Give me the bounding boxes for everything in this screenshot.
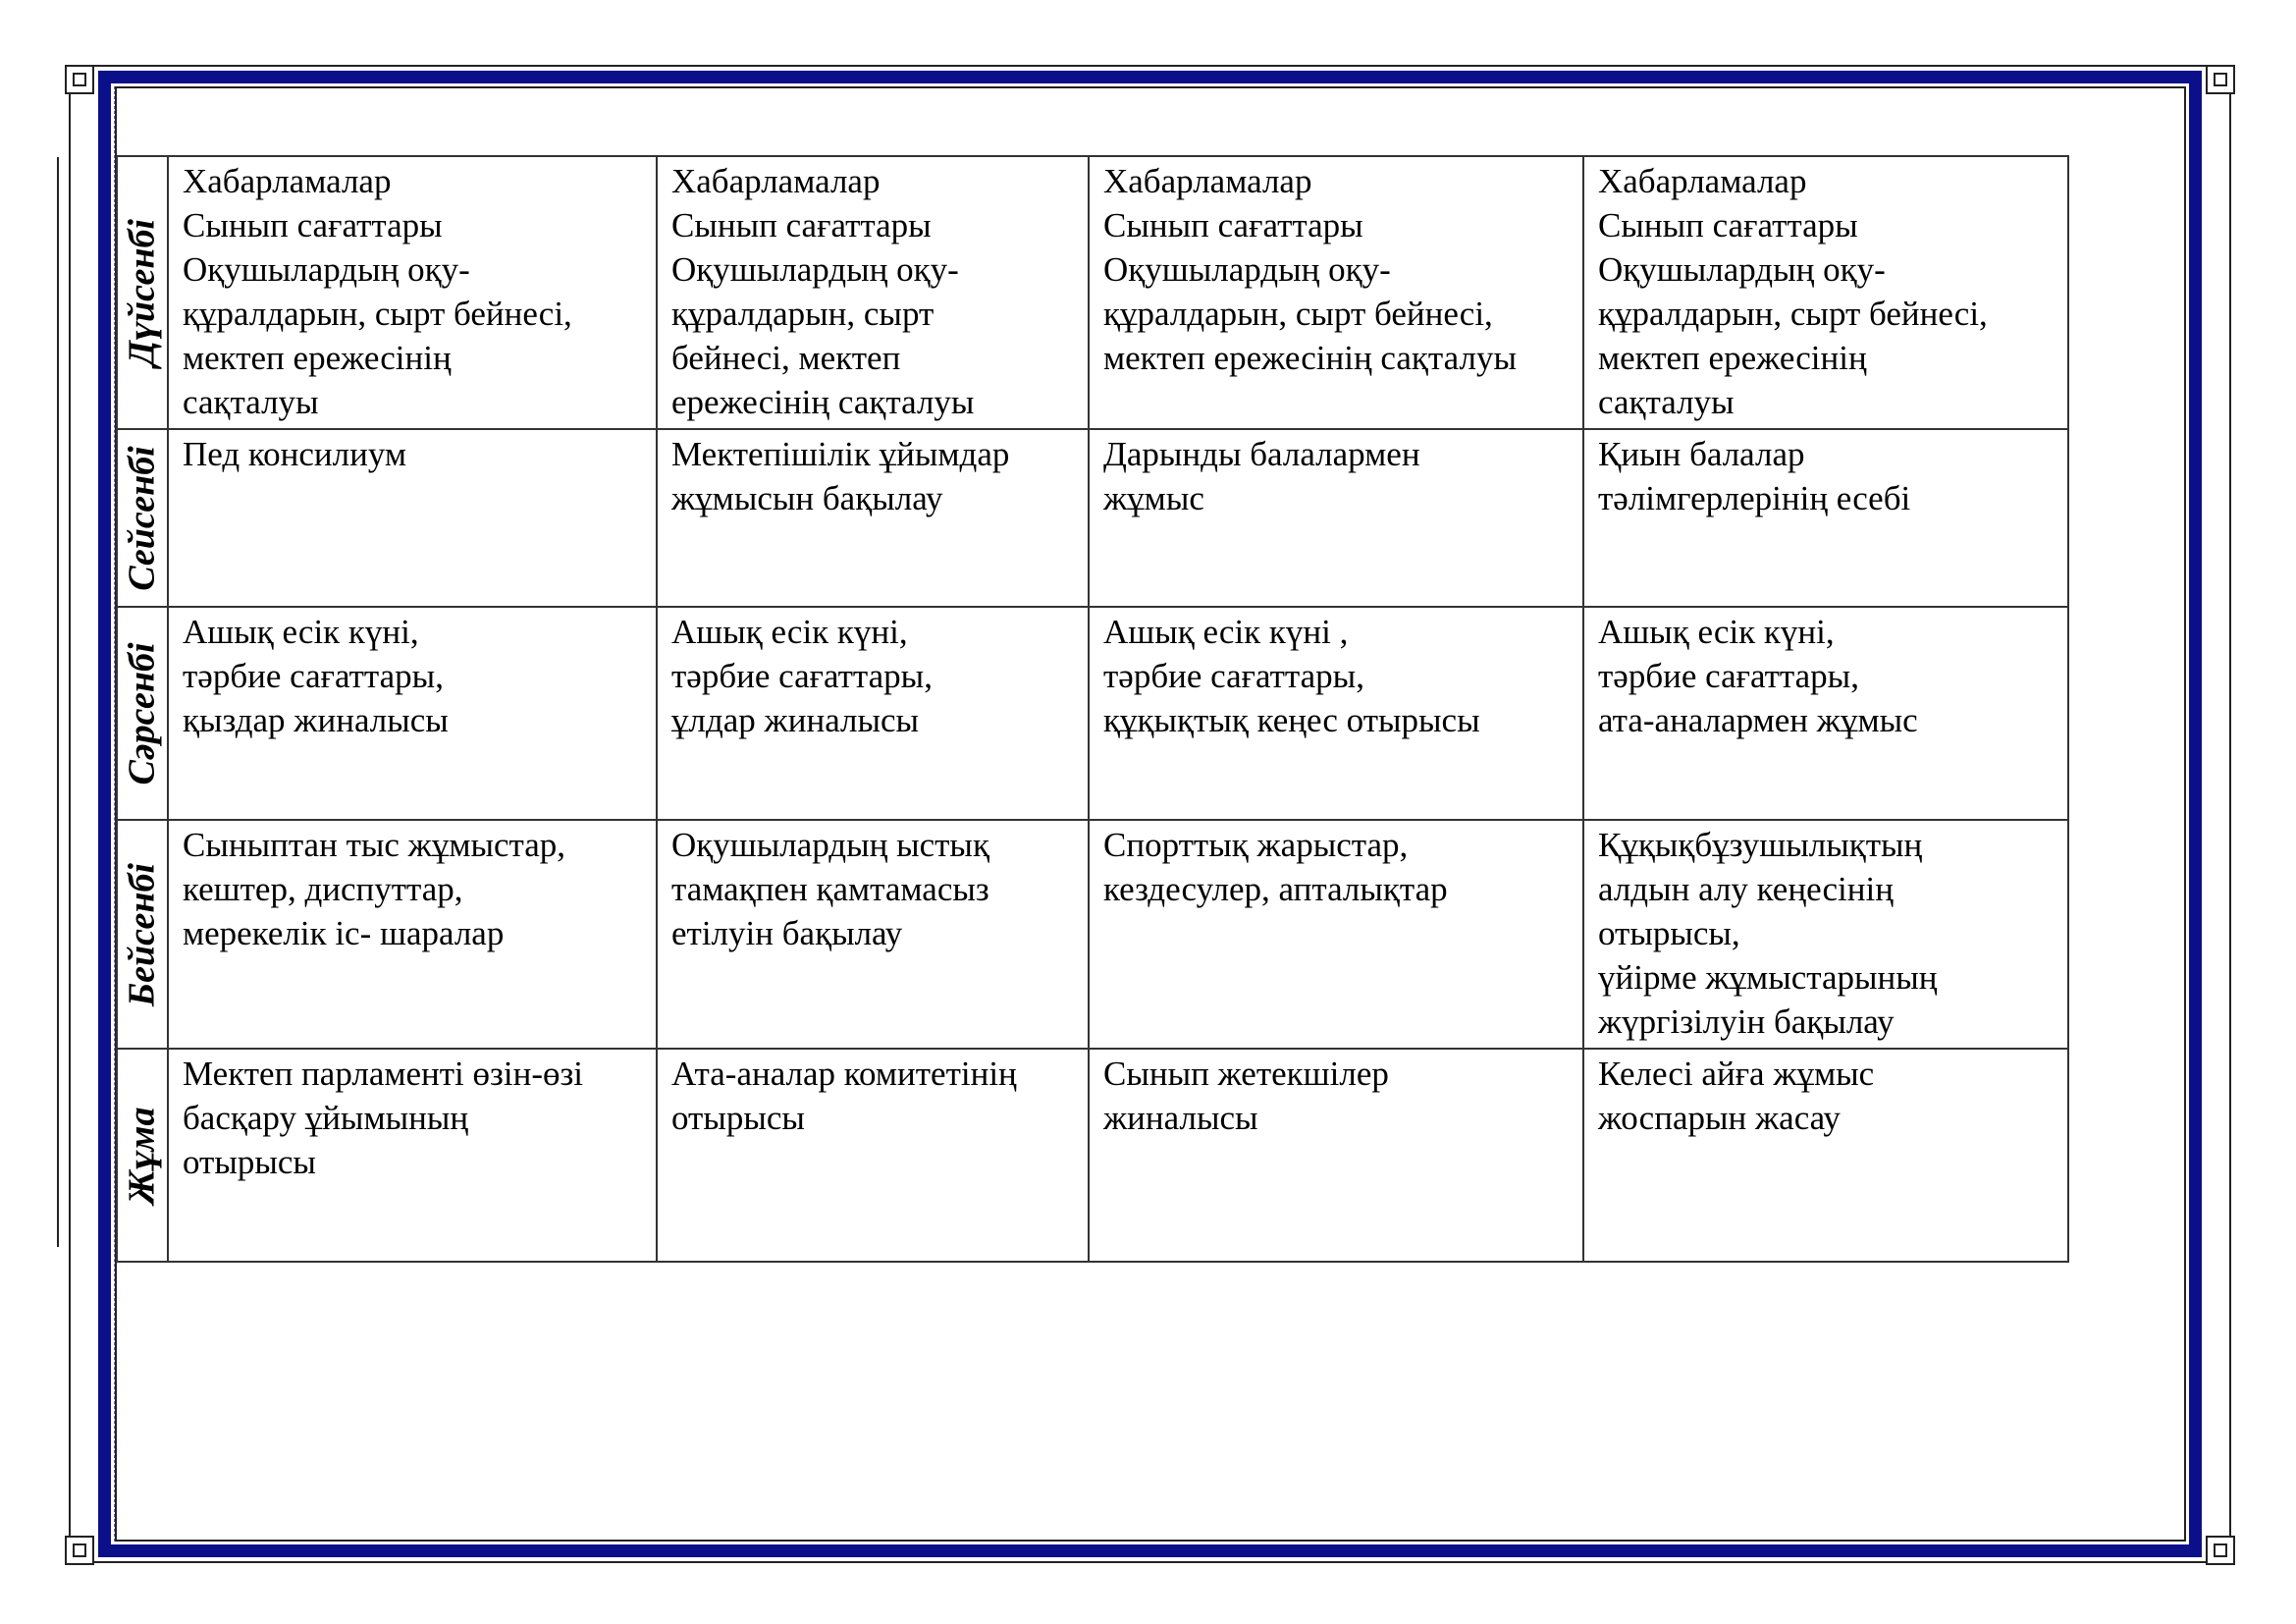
corner-ornament-bottom-right — [2206, 1536, 2235, 1565]
activity-line: сақталуы — [1598, 383, 1735, 421]
activity-cell — [168, 820, 657, 1049]
corner-ornament-top-right — [2206, 65, 2235, 94]
activity-line: мектеп ережесінің — [183, 339, 452, 377]
activity-line: құралдарын, сырт бейнесі, — [1598, 295, 1988, 333]
activity-line: кештер, диспуттар, — [183, 870, 463, 908]
day-label-cell — [117, 1049, 168, 1262]
activity-line: отырысы, — [1598, 914, 1740, 952]
activity-line: мектеп ережесінің — [1598, 339, 1867, 377]
margin-line — [57, 157, 59, 1247]
activity-line: құралдарын, сырт бейнесі, — [1103, 295, 1493, 333]
activity-cell — [168, 1049, 657, 1262]
activity-line: алдын алу кеңесінің — [1598, 870, 1894, 908]
day-label: Сейсенбі — [121, 445, 163, 591]
activity-line: Оқушылардың ыстық — [671, 826, 989, 864]
activity-line: Дарынды балалармен — [1103, 435, 1420, 473]
activity-line: ұлдар жиналысы — [671, 701, 920, 739]
activity-cell — [1583, 429, 2068, 607]
activity-cell — [1583, 607, 2068, 820]
activity-line: жұмыс — [1103, 479, 1204, 517]
activity-line: отырысы — [183, 1143, 316, 1181]
activity-line: Хабарламалар — [1598, 162, 1807, 200]
activity-line: Мектепішілік ұйымдар — [671, 435, 1010, 473]
activity-line: бейнесі, мектеп — [671, 339, 901, 377]
activity-cell — [1089, 156, 1583, 429]
activity-line: тәрбие сағаттары, — [671, 657, 933, 695]
activity-line: Ашық есік күні, — [183, 613, 419, 651]
activity-line: тәрбие сағаттары, — [1103, 657, 1364, 695]
day-label-cell — [117, 607, 168, 820]
day-label: Дүйсенбі — [121, 219, 163, 366]
activity-line: қыздар жиналысы — [183, 701, 449, 739]
activity-line: Ашық есік күні, — [1598, 613, 1835, 651]
activity-line: Ашық есік күні , — [1103, 613, 1349, 651]
activity-line: тәрбие сағаттары, — [1598, 657, 1859, 695]
activity-cell — [1583, 156, 2068, 429]
activity-line: Хабарламалар — [1103, 162, 1312, 200]
activity-cell — [657, 156, 1089, 429]
activity-line: Сынып сағаттары — [671, 206, 932, 244]
activity-cell — [168, 429, 657, 607]
activity-cell — [1089, 429, 1583, 607]
row-friday — [117, 1049, 2068, 1262]
activity-cell — [657, 429, 1089, 607]
activity-line: Оқушылардың оқу- — [1103, 250, 1391, 289]
activity-line: Хабарламалар — [671, 162, 881, 200]
activity-cell — [168, 607, 657, 820]
activity-line: Оқушылардың оқу- — [183, 250, 470, 289]
day-label-cell — [117, 820, 168, 1049]
activity-line: үйірме жұмыстарының — [1598, 958, 1938, 997]
row-thursday — [117, 820, 2068, 1049]
activity-cell — [657, 820, 1089, 1049]
activity-line: тәлімгерлерінің есебі — [1598, 479, 1911, 517]
activity-line: Сынып сағаттары — [1598, 206, 1858, 244]
row-monday — [117, 156, 2068, 429]
row-tuesday — [117, 429, 2068, 607]
day-label-cell — [117, 429, 168, 607]
activity-line: Қиын балалар — [1598, 435, 1805, 473]
corner-ornament-bottom-left — [65, 1536, 94, 1565]
activity-line: сақталуы — [183, 383, 319, 421]
activity-line: отырысы — [671, 1099, 805, 1137]
activity-line: кездесулер, апталықтар — [1103, 870, 1448, 908]
activity-line: Хабарламалар — [183, 162, 392, 200]
row-wednesday — [117, 607, 2068, 820]
activity-line: мектеп ережесінің сақталуы — [1103, 339, 1517, 377]
activity-line: ережесінің сақталуы — [671, 383, 975, 421]
activity-line: Келесі айға жұмыс — [1598, 1055, 1875, 1093]
activity-line: жүргізілуін бақылау — [1598, 1002, 1895, 1041]
activity-line: Спорттық жарыстар, — [1103, 826, 1409, 864]
weekly-schedule-table — [116, 155, 2069, 1263]
activity-cell — [1089, 607, 1583, 820]
activity-line: ата-аналармен жұмыс — [1598, 701, 1918, 739]
activity-line: жұмысын бақылау — [671, 479, 943, 517]
activity-line: құралдарын, сырт — [671, 295, 934, 333]
activity-line: тәрбие сағаттары, — [183, 657, 444, 695]
activity-line: жоспарын жасау — [1598, 1099, 1841, 1137]
activity-cell — [657, 607, 1089, 820]
activity-cell — [1583, 820, 2068, 1049]
activity-line: Сынып сағаттары — [1103, 206, 1363, 244]
activity-line: құралдарын, сырт бейнесі, — [183, 295, 572, 333]
activity-line: құқықтық кеңес отырысы — [1103, 701, 1480, 739]
day-label-cell — [117, 156, 168, 429]
activity-line: Пед консилиум — [183, 435, 407, 473]
activity-line: Сыныптан тыс жұмыстар, — [183, 826, 566, 864]
activity-cell — [657, 1049, 1089, 1262]
activity-line: жиналысы — [1103, 1099, 1258, 1137]
activity-line: Ашық есік күні, — [671, 613, 908, 651]
activity-line: етілуін бақылау — [671, 914, 903, 952]
activity-cell — [168, 156, 657, 429]
activity-line: Сынып сағаттары — [183, 206, 443, 244]
corner-ornament-top-left — [65, 65, 94, 94]
activity-cell — [1089, 820, 1583, 1049]
activity-line: Құқықбұзушылықтың — [1598, 826, 1923, 864]
activity-line: Сынып жетекшілер — [1103, 1055, 1389, 1093]
activity-cell — [1583, 1049, 2068, 1262]
activity-line: мерекелік іс- шаралар — [183, 914, 505, 952]
day-label: Сәрсенбі — [121, 641, 163, 785]
day-label: Бейсенбі — [121, 862, 163, 1006]
activity-line: Ата-аналар комитетінің — [671, 1055, 1017, 1093]
activity-cell — [1089, 1049, 1583, 1262]
activity-line: Оқушылардың оқу- — [1598, 250, 1886, 289]
activity-line: Оқушылардың оқу- — [671, 250, 959, 289]
activity-line: тамақпен қамтамасыз — [671, 870, 989, 908]
activity-line: Мектеп парламенті өзін-өзі — [183, 1055, 584, 1093]
day-label: Жұма — [121, 1107, 163, 1204]
schedule-body — [117, 156, 2068, 1262]
activity-line: басқару ұйымының — [183, 1099, 469, 1137]
